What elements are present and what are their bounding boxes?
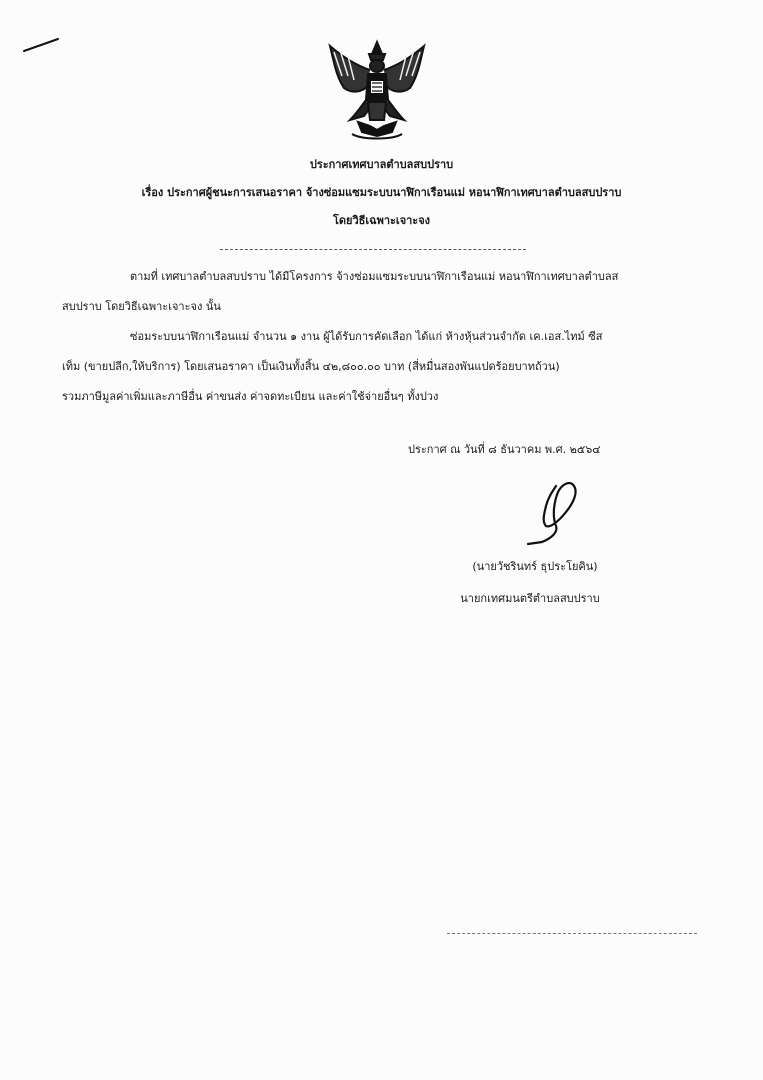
signer-position: นายกเทศมนตรีตำบลสบปราบ — [460, 592, 600, 605]
paragraph-2-line-2: เท็ม (ขายปลีก,ให้บริการ) โดยเสนอราคา เป็นเงินทั้งสิ้น ๔๒,๘๐๐.๐๐ บาท (สี่หมื่นสองพันแปดร้อยบาทถ้วน) — [62, 360, 560, 373]
header-divider — [220, 249, 526, 250]
announcement-date: ประกาศ ณ วันที่ ๘ ธันวาคม พ.ศ. ๒๕๖๔ — [408, 443, 601, 456]
handwritten-signature — [512, 478, 592, 548]
subject-line: เรื่อง ประกาศผู้ชนะการเสนอราคา จ้างซ่อมแซมระบบนาฬิกาเรือนแม่ หอนาฬิกาเทศบาลตำบลสบปราบ — [141, 186, 622, 199]
paragraph-2-line-1: ซ่อมระบบนาฬิกาเรือนแม่ จำนวน ๑ งาน ผู้ได้รับการคัดเลือก ได้แก่ ห้างหุ้นส่วนจำกัด เค.เอส.ไทม์ ซีส — [130, 330, 603, 343]
paragraph-1-line-2: สบปราบ โดยวิธีเฉพาะเจาะจง นั้น — [62, 300, 221, 313]
signer-name: (นายวัชรินทร์ ธุประโยคิน) — [472, 560, 598, 573]
paragraph-3: รวมภาษีมูลค่าเพิ่มและภาษีอื่น ค่าขนส่ง ค่าจดทะเบียน และค่าใช้จ่ายอื่นๆ ทั้งปวง — [62, 390, 439, 403]
paragraph-1-line-1: ตามที่ เทศบาลตำบลสบปราบ ได้มีโครงการ จ้างซ่อมแซมระบบนาฬิกาเรือนแม่ หอนาฬิกาเทศบาลตำบลส — [130, 270, 619, 283]
bottom-divider — [447, 933, 697, 934]
issuer-title: ประกาศเทศบาลตำบลสบปราบ — [309, 158, 454, 171]
garuda-emblem-icon — [322, 36, 432, 144]
method-line: โดยวิธีเฉพาะเจาะจง — [332, 214, 431, 227]
pen-stroke-mark — [22, 35, 62, 55]
